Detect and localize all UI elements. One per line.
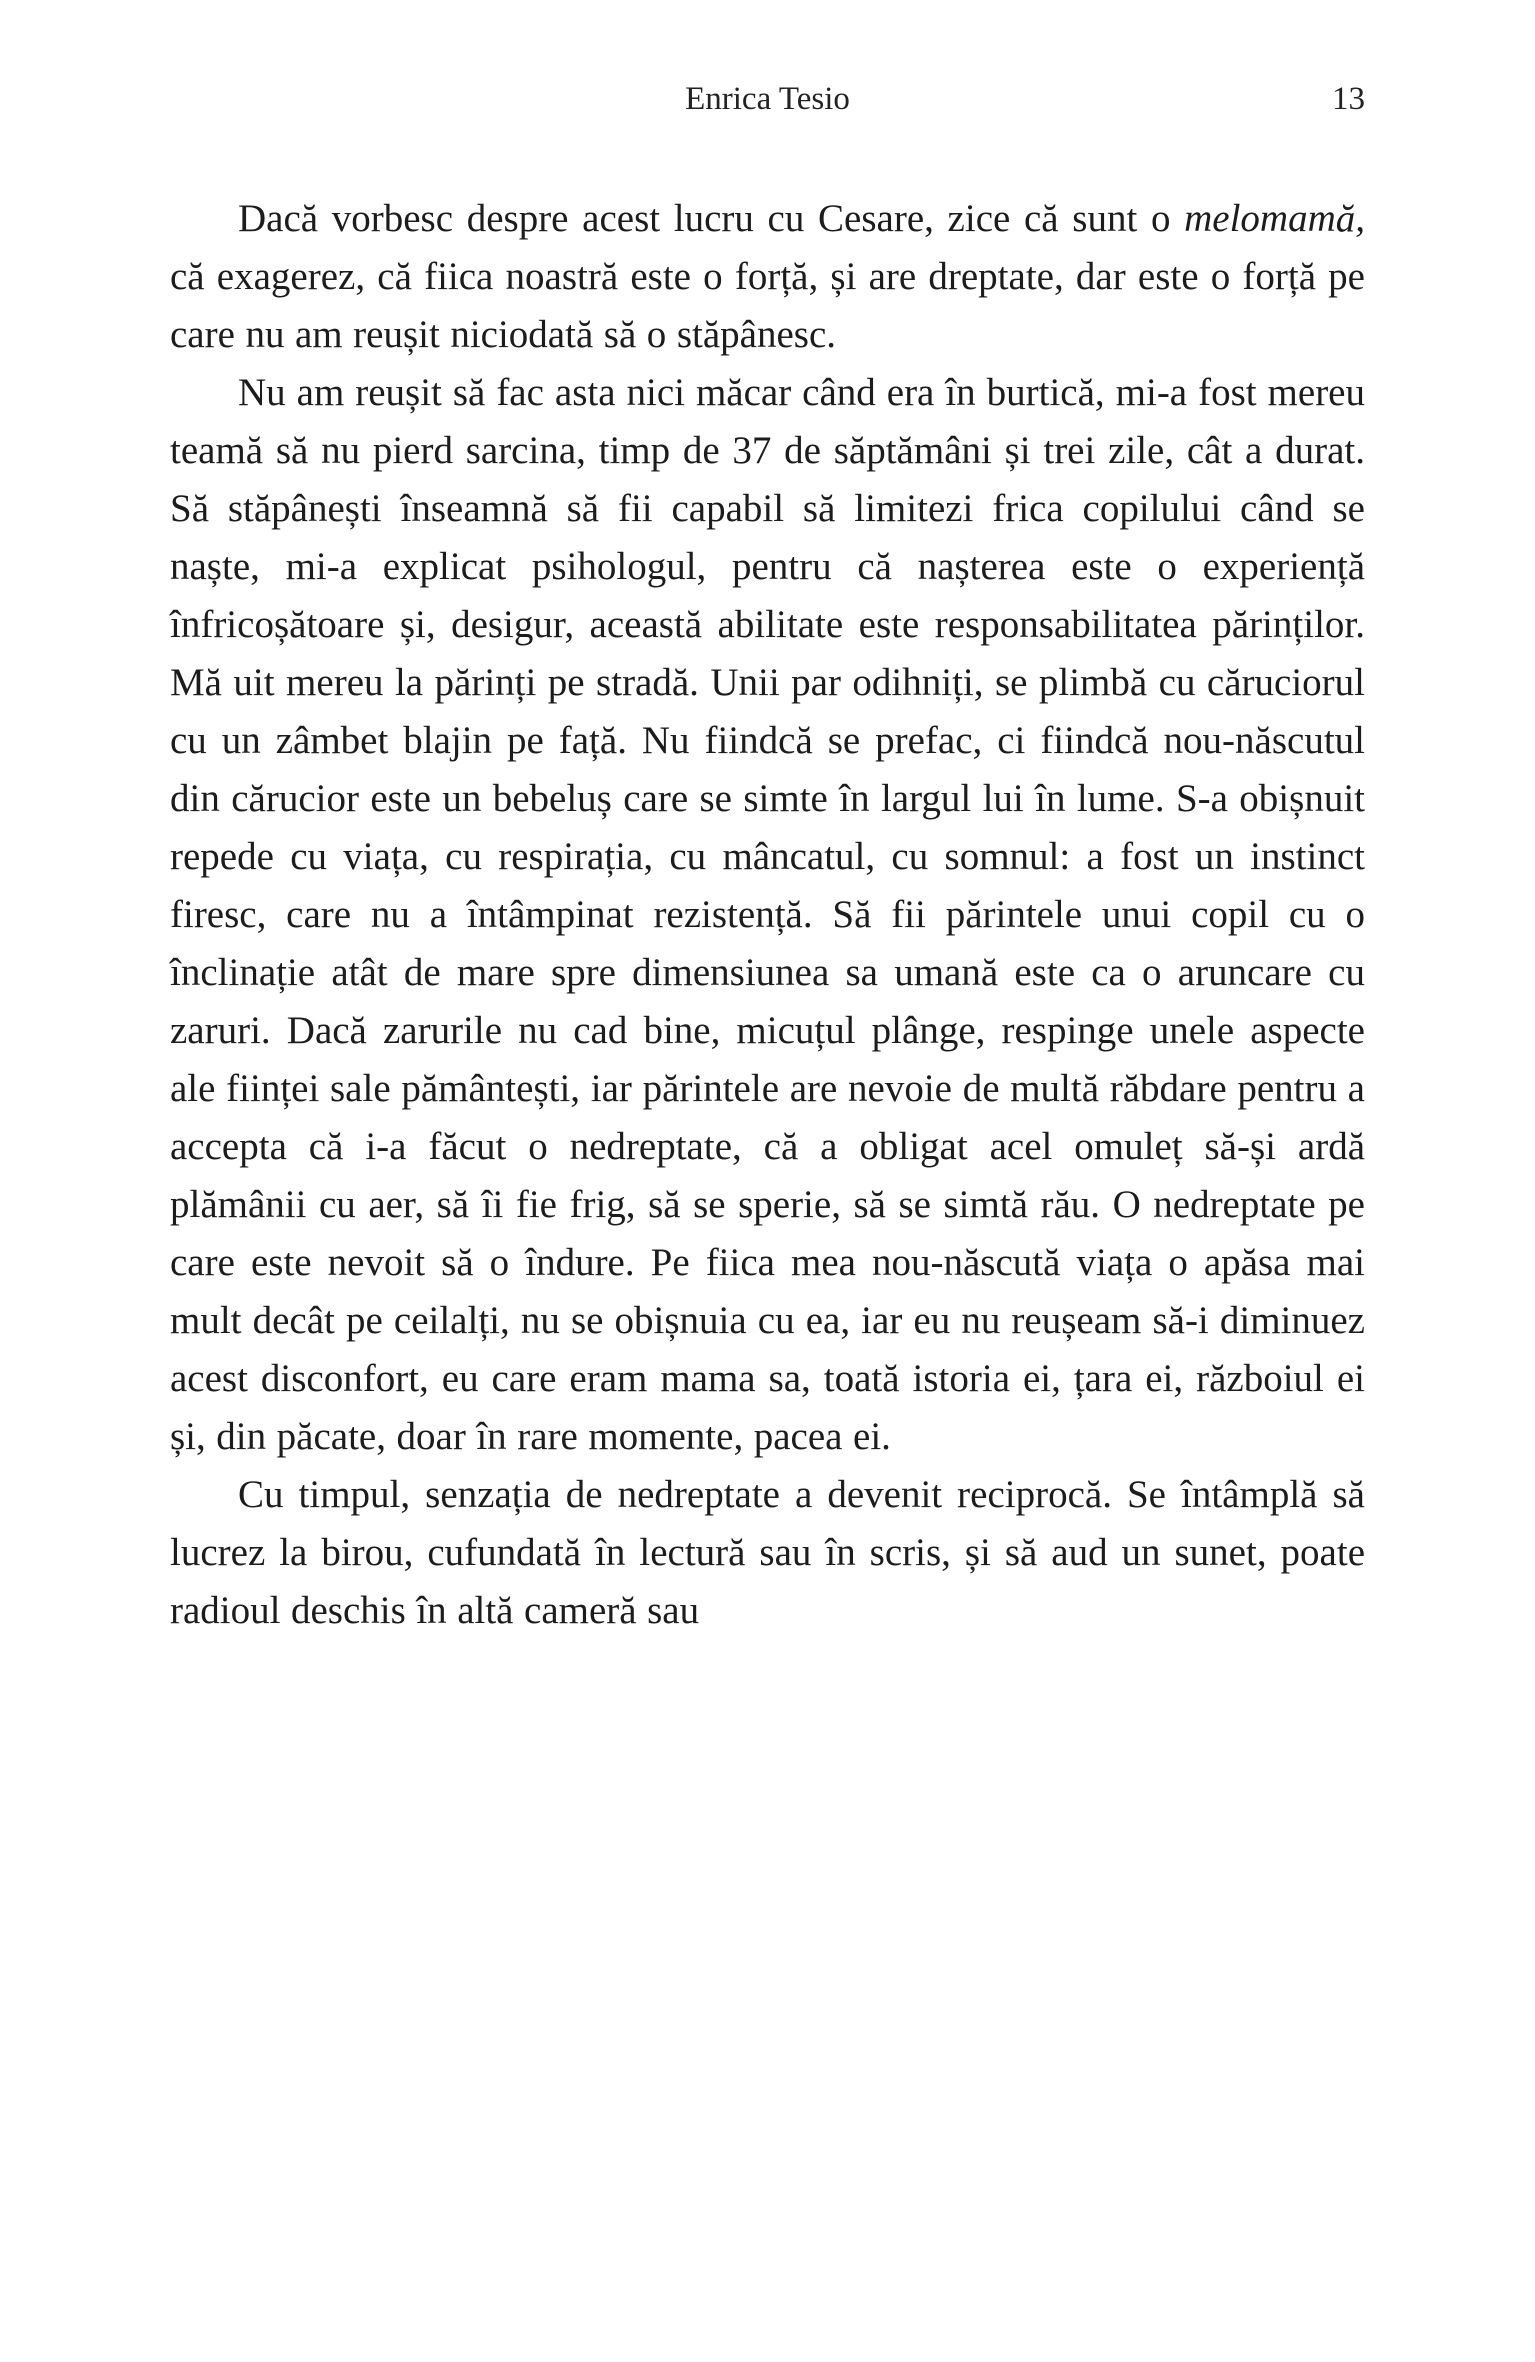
paragraph-1-lead: Dacă vorbesc despre acest lucru cu Cesare, zice că sunt o	[238, 197, 1185, 240]
paragraph-2: Nu am reușit să fac asta nici măcar când era în burtică, mi-a fost mereu teamă să nu pierd sarcina, timp de 37 de săptămâni și trei zile, cât a durat. Să stăpânești înseamnă să fii capabil să limitezi frica copilului când se naște, mi-a explicat psihologul, pentru că nașterea este o experiență înfricoșătoare și, desigur, această abilitate este responsabilitatea părinților. Mă uit mereu la părinți pe stradă. Unii par odihniți, se plimbă cu căruciorul cu un zâmbet blajin pe față. Nu fiindcă se prefac, ci fiindcă nou-născutul din cărucior este un bebeluș care se simte în largul lui în lume. S-a obișnuit repede cu viața, cu respirația, cu mâncatul, cu somnul: a fost un instinct firesc, care nu a întâmpinat rezistență. Să fii părintele unui copil cu o înclinație atât de mare spre dimensiunea sa umană este ca o aruncare cu zaruri. Dacă zarurile nu cad bine, micuțul plânge, respinge unele aspecte ale ființei sale pământești, iar părintele are nevoie de multă răbdare pentru a accepta că i-a făcut o nedreptate, că a obligat acel omuleț să-și ardă plămânii cu aer, să îi fie frig, să se sperie, să se simtă rău. O nedreptate pe care este nevoit să o îndure. Pe fiica mea nou-născută viața o apăsa mai mult decât pe ceilalți, nu se obișnuia cu ea, iar eu nu reușeam să-i diminuez acest disconfort, eu care eram mama sa, toată istoria ei, țara ei, războiul ei și, din păcate, doar în rare momente, pacea ei.	[170, 371, 1365, 1458]
paragraph-1-rest: că exagerez, că fiica noastră este o forță, și are dreptate, dar este o forță pe care nu am reușit niciodată să o stăpânesc.	[170, 255, 1365, 356]
paragraph-1	[170, 190, 1365, 364]
page-number: 13	[1332, 81, 1365, 117]
running-head	[170, 76, 1365, 122]
paragraph-3: Cu timpul, senzația de nedreptate a devenit reciprocă. Se întâmplă să lucrez la birou, cufundată în lectură sau în scris, și să aud un sunet, poate radioul deschis în altă cameră sau	[170, 1473, 1365, 1632]
italic-term: melomamă,	[1184, 197, 1365, 240]
page-body	[170, 190, 1365, 1640]
running-head-author: Enrica Tesio	[685, 81, 850, 117]
